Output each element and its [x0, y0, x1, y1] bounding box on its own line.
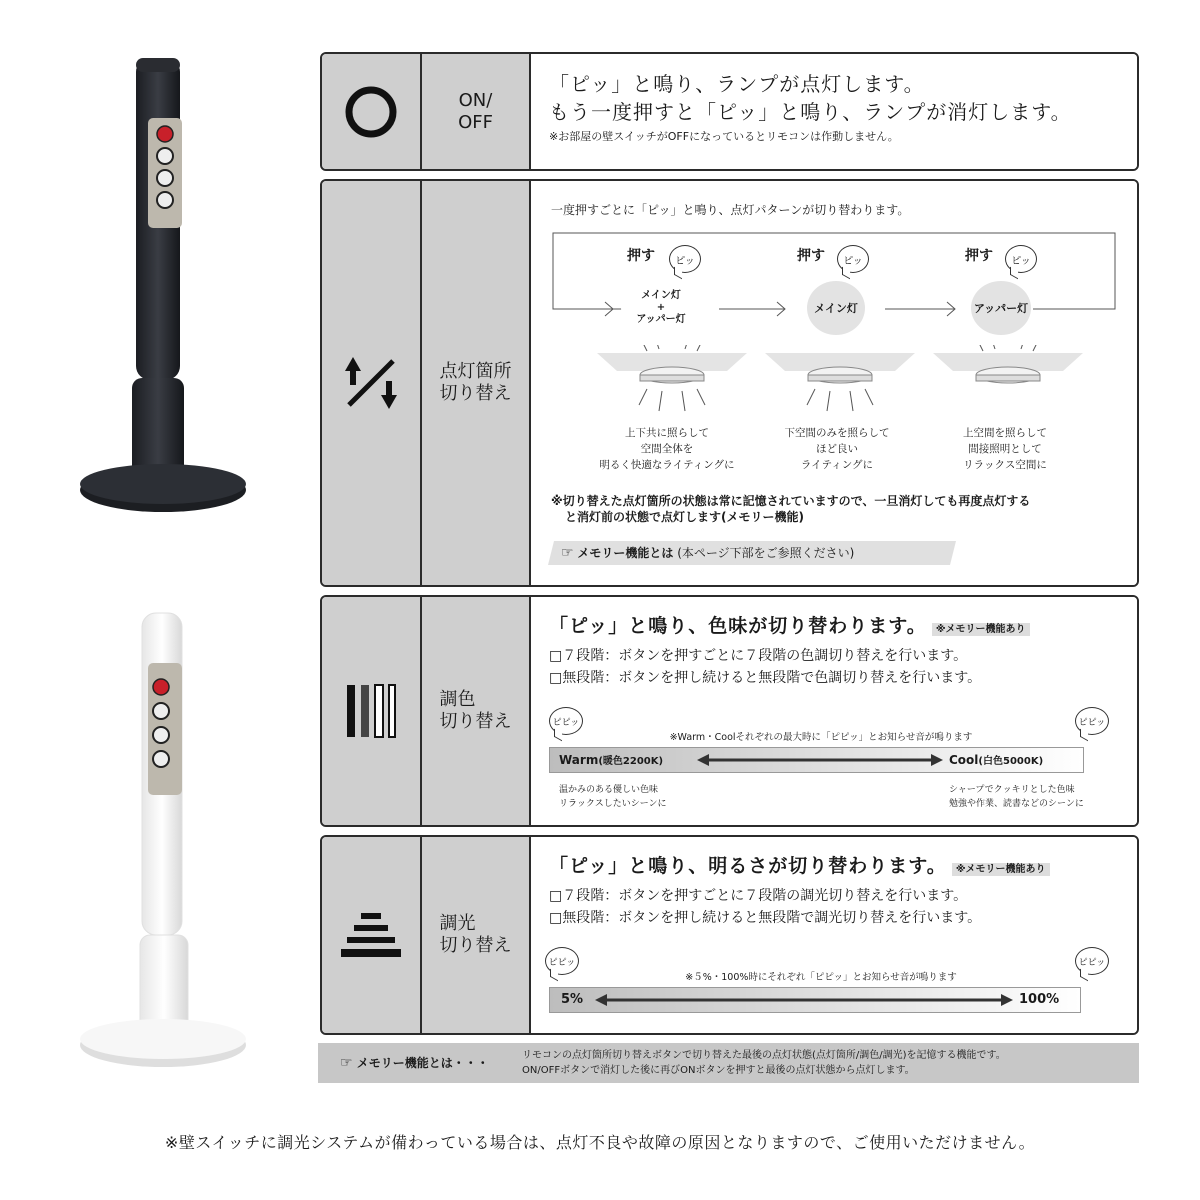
state3-name: アッパー灯	[973, 302, 1029, 315]
location-content	[531, 181, 1137, 585]
color-label-line2: 切り替え	[439, 711, 512, 732]
state1-desc2: 空間全体を	[640, 443, 694, 455]
warm-desc2: リラックスしたいシーンに	[559, 799, 667, 809]
color-option-stepless: □無段階：ボタンを押し続けると無段階で色調切り替えを行います。	[549, 670, 982, 686]
memory-bar-line2: ON/OFFボタンで消灯した後に再びONボタンを押すと最後の点灯状態から点灯します。	[522, 1065, 915, 1076]
black-floor-lamp-image	[70, 50, 260, 520]
dim-label-line2: 切り替え	[439, 935, 512, 956]
press-label-1: 押す	[627, 248, 655, 264]
ceiling-light-upper-illustration	[933, 345, 1083, 415]
press-step-2	[797, 245, 825, 265]
onoff-line2: もう一度押すと「ピッ」と鳴り、ランプが消灯します。	[549, 100, 1072, 124]
memory-hand-icon: ☞	[340, 1055, 353, 1071]
beep-bubble-1	[669, 245, 701, 273]
color-temperature-icon	[345, 683, 397, 739]
state2-desc2: ほど良い	[816, 443, 858, 455]
dim-max-label: 100%	[1019, 992, 1060, 1007]
state3-desc3: リラックス空間に	[963, 459, 1047, 471]
memory-bar-title: メモリー機能とは・・・	[356, 1056, 489, 1070]
onoff-note: ※お部屋の壁スイッチがOFFになっているとリモコンは作動しません。	[549, 130, 899, 143]
state2-desc1: 下空間のみを照らして	[784, 427, 890, 439]
memory-bar-text	[522, 1048, 1006, 1078]
state1-desc3: 明るく快適なライティングに	[599, 459, 735, 471]
dim-option-stepless: □無段階：ボタンを押し続けると無段階で調光切り替えを行います。	[549, 910, 982, 926]
state1-name-line1: メイン灯	[641, 290, 681, 301]
pointing-hand-icon: ☞	[561, 545, 574, 561]
footer-note: ※壁スイッチに調光システムが備わっている場合は、点灯不良や故障の原因となりますので、ご使用いただけません。	[164, 1133, 1036, 1152]
onoff-icon-cell	[322, 54, 422, 169]
color-label-cell	[422, 597, 531, 825]
min-beep-text: ピピッ	[548, 957, 576, 968]
dim-label-line1: 調光	[439, 913, 476, 934]
double-arrow-icon	[697, 753, 943, 767]
state-upper	[971, 281, 1031, 335]
dim-notice: ※５%・100%時にそれぞれ「ピピッ」とお知らせ音が鳴ります	[685, 972, 957, 983]
state3-description	[925, 425, 1085, 473]
state1-description	[587, 425, 747, 473]
power-circle-icon	[343, 84, 399, 140]
state1-name-line2: アッパー灯	[636, 314, 686, 325]
memory-note	[551, 493, 1131, 525]
warm-label	[559, 752, 663, 767]
press-label-3: 押す	[965, 248, 993, 264]
memory-function-bar	[318, 1043, 1139, 1083]
cool-label	[949, 752, 1043, 767]
memory-bar-title-wrap	[340, 1054, 489, 1071]
cool-desc1: シャープでクッキリとした色味	[949, 785, 1075, 795]
onoff-label-cell	[422, 54, 531, 169]
dim-icon-cell	[322, 837, 422, 1033]
warm-description	[559, 783, 667, 811]
white-floor-lamp-image	[70, 605, 260, 1075]
beep-text-1: ピッ	[675, 255, 695, 267]
press-label-2: 押す	[797, 248, 825, 264]
cool-beep-bubble	[1075, 707, 1109, 735]
dim-min-label: 5%	[561, 992, 584, 1007]
location-label-cell	[422, 181, 531, 585]
press-step-1	[627, 245, 655, 265]
double-arrow-icon-dim	[595, 993, 1013, 1007]
location-switch-row	[320, 179, 1139, 587]
color-content	[531, 597, 1137, 825]
warm-beep-bubble	[549, 707, 583, 735]
dim-content	[531, 837, 1137, 1033]
state3-desc2: 間接照明として	[968, 443, 1042, 455]
cool-beep-text: ピピッ	[1078, 717, 1106, 728]
max-beep-text: ピピッ	[1078, 957, 1106, 968]
ceiling-light-both-illustration	[597, 345, 747, 415]
color-label-line1: 調色	[439, 689, 476, 710]
dim-memory-tag: ※メモリー機能あり	[952, 863, 1050, 876]
onoff-content	[531, 54, 1137, 169]
state-main-upper	[621, 283, 701, 333]
state2-description	[757, 425, 917, 473]
cool-bold: Cool	[949, 753, 979, 767]
cool-desc2: 勉強や作業、読書などのシーンに	[949, 799, 1084, 809]
warm-small: (暖色2200K)	[598, 756, 664, 767]
beep-text-3: ピッ	[1011, 255, 1031, 267]
press-step-3	[965, 245, 993, 265]
color-notice: ※Warm・Coolそれぞれの最大時に「ピピッ」とお知らせ音が鳴ります	[669, 732, 973, 743]
location-icon-cell	[322, 181, 422, 585]
state1-plus: +	[656, 302, 666, 313]
warm-beep-text: ピピッ	[552, 717, 580, 728]
color-icon-cell	[322, 597, 422, 825]
max-beep-bubble	[1075, 947, 1109, 975]
color-option-7step: □７段階：ボタンを押すごとに７段階の色調切り替えを行います。	[549, 648, 968, 664]
memory-bar-line1: リモコンの点灯箇所切り替えボタンで切り替えた最後の点灯状態(点灯箇所/調色/調光)を記憶する機能です。	[522, 1050, 1006, 1061]
onoff-label-line2: OFF	[458, 111, 493, 133]
state-main	[807, 281, 865, 335]
cool-small: (白色5000K)	[978, 756, 1044, 767]
up-down-switch-icon	[343, 353, 399, 413]
location-label-line1: 点灯箇所	[439, 361, 512, 382]
memory-link-rest: (本ページ下部をご参照ください)	[677, 546, 855, 560]
color-headline: 「ピッ」と鳴り、色味が切り替わります。	[549, 615, 927, 637]
state1-desc1: 上下共に照らして	[625, 427, 709, 439]
warm-desc1: 温かみのある優しい色味	[559, 785, 659, 795]
state3-desc1: 上空間を照らして	[963, 427, 1047, 439]
warm-bold: Warm	[559, 753, 599, 767]
brightness-steps-icon	[341, 911, 401, 959]
dimming-row	[320, 835, 1139, 1035]
memory-link-content[interactable]	[561, 544, 854, 561]
ceiling-light-main-illustration	[765, 345, 915, 415]
dim-headline: 「ピッ」と鳴り、明るさが切り替わります。	[549, 855, 947, 877]
memory-note-line2: と消灯前の状態で点灯します(メモリー機能)	[565, 510, 804, 524]
onoff-row	[320, 52, 1139, 171]
onoff-label-line1: ON/	[458, 89, 493, 111]
white-lamp-illustration	[70, 605, 260, 1075]
state2-name: メイン灯	[814, 302, 858, 315]
beep-bubble-2	[837, 245, 869, 273]
color-memory-tag: ※メモリー機能あり	[932, 623, 1030, 636]
memory-link-bold: メモリー機能とは	[577, 546, 674, 560]
beep-bubble-3	[1005, 245, 1037, 273]
location-intro: 一度押すごとに「ピッ」と鳴り、点灯パターンが切り替わります。	[551, 203, 910, 217]
dim-option-7step: □７段階：ボタンを押すごとに７段階の調光切り替えを行います。	[549, 888, 968, 904]
onoff-line1: 「ピッ」と鳴り、ランプが点灯します。	[549, 72, 925, 96]
memory-note-line1: ※切り替えた点灯箇所の状態は常に記憶されていますので、一旦消灯しても再度点灯する	[551, 494, 1031, 508]
dim-label-cell	[422, 837, 531, 1033]
beep-text-2: ピッ	[843, 255, 863, 267]
state2-desc3: ライティングに	[800, 459, 874, 471]
cool-description	[949, 783, 1084, 811]
min-beep-bubble	[545, 947, 579, 975]
black-lamp-illustration	[70, 50, 260, 520]
location-label-line2: 切り替え	[439, 383, 512, 404]
color-toggle-row	[320, 595, 1139, 827]
